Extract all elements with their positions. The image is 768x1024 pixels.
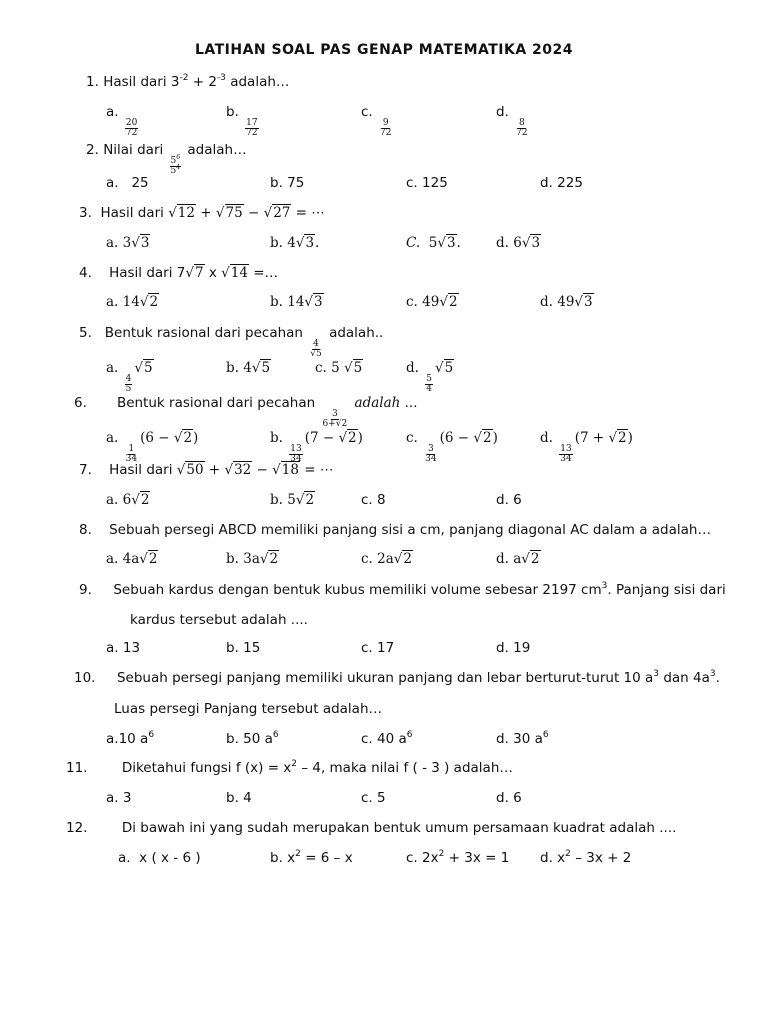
question-8 [79,522,711,538]
option-d: d. $\frac{5}{4}$ √5 [406,360,454,395]
option-b: b. 50 $a^6$ [226,730,279,747]
question-text: Bentuk rasional dari pecahan [104,325,303,341]
question-text: Hasil dari 7 [109,265,186,281]
option-d: d. $x^2 - 3x + 2$ [540,849,632,866]
question-12 [66,820,676,836]
option-d [496,104,531,139]
exponent: 3 [601,581,608,591]
option-d: d. 49√3 [540,294,593,310]
fraction: $\frac{3}{6+√2}$ [322,409,348,430]
option-a: a. 4a√2 [106,551,158,567]
question-text: Di bawah ini yang sudah merupakan bentuk umum persamaan kuadrat adalah .... [121,820,677,836]
option-a: a.10 $a^6$ [106,730,155,747]
question-10: 10. Sebuah persegi panjang memiliki ukuran panjang dan lebar berturut-turut 10 $a^3$ dan $4a^3$. [74,669,720,686]
fraction: $\frac{9}{72}$ [380,118,392,139]
question-3 [79,205,325,221]
question-text: Diketahui fungsi f (x) = x [121,760,292,776]
option-label: c. [361,104,373,120]
option-b: b. 4√3. [270,235,320,251]
question-text: Hasil dari 3 [103,74,180,90]
option-label: b. [226,104,239,120]
question-number: 9. [79,582,92,598]
option-b: b. 4 [226,790,252,806]
option-c: c. 49√2 [406,294,458,310]
option-d: d. a√2 [496,551,540,567]
question-number: 2. [86,142,99,158]
question-text: Hasil dari [100,205,164,221]
option-c: c. 5 [361,790,386,806]
option-b: b. 4√5 [226,360,271,376]
fraction: $\frac{5^6}{5^4}$ [170,154,181,177]
question-number: 5. [79,325,92,341]
question-text: Sebuah persegi ABCD memiliki panjang sisi a cm, panjang diagonal AC dalam a adalah… [109,522,711,538]
question-number: 3. [79,205,92,221]
option-c: c. 17 [361,640,395,656]
option-a [106,104,140,139]
option-a: a. 6√2 [106,492,150,508]
question-number: 1. [86,74,99,90]
question-9 [79,582,726,598]
question-text: Hasil dari [109,462,173,478]
question-number: 8. [79,522,92,538]
question-text: adalah.. [329,325,384,341]
question-6: 6. Bentuk rasional dari pecahan $\frac{3}{6+√2}$ adalah ... [74,395,418,430]
exponent: -3 [216,73,226,83]
question-text: . Panjang sisi dari [607,582,726,598]
option-label: a. [106,104,119,120]
option-c: c. 2a√2 [361,551,412,567]
question-4: 4. Hasil dari 7√7 x √14 =… [79,265,279,281]
question-number: 6. [74,395,87,411]
page-title: LATIHAN SOAL PAS GENAP MATEMATIKA 2024 [194,42,574,58]
option-d: d. 6 [496,790,522,806]
question-7 [79,462,333,478]
option-b: b. $\frac{13}{34}$ (7 − √2) [270,430,363,465]
option-a: a. $\frac{4}{5}$ √5 [106,360,153,395]
question-number: 12. [66,820,88,836]
question-text: adalah [354,395,401,411]
option-c: c. 8 [361,492,386,508]
option-c: c. 125 [406,175,448,191]
option-c [361,104,394,139]
fraction: $\frac{8}{72}$ [516,118,528,139]
option-d: d. 225 [540,175,583,191]
option-c: C. 5√3. [406,235,461,251]
expression: √50 + √32 − √18 = ⋯ [176,462,334,478]
question-11: 11. Diketahui fungsi f $(x) = x^2 - 4$, maka nilai f ( - 3 ) adalah… [66,759,513,776]
question-text: Sebuah kardus dengan bentuk kubus memiliki volume sebesar 2197 cm [113,582,602,598]
option-a: a. 14√2 [106,294,159,310]
question-text: + 2 [188,74,217,90]
fraction: $\frac{17}{72}$ [246,118,258,139]
expression: √12 + √75 − √27 = ⋯ [168,205,325,221]
fraction: $\frac{20}{72}$ [125,118,138,139]
question-text: adalah… [225,74,290,90]
question-1 [86,74,289,90]
option-a: a. 25 [106,175,149,191]
option-d: d. $\frac{13}{34}$ (7 + √2) [540,430,633,465]
exponent: -2 [179,73,189,83]
question-text: Bentuk rasional dari pecahan [116,395,316,411]
option-b: b. 14√3 [270,294,323,310]
question-number: 7. [79,462,92,478]
option-b [226,104,261,139]
option-b: b. 3a√2 [226,551,279,567]
option-a: a. x ( x - 6 ) [118,850,201,866]
option-c: c. $\frac{3}{34}$ (6 − √2) [406,430,498,465]
option-d: d. 30 $a^6$ [496,730,549,747]
option-c: c. $2x^2 + 3x = 1$ [406,849,510,866]
option-d: d. 6√3 [496,235,541,251]
option-a: a. 3√3 [106,235,150,251]
option-label: d. [496,104,509,120]
option-b: b. 75 [270,175,305,191]
option-d: d. 19 [496,640,531,656]
question-number: 11. [66,760,88,776]
option-b: b. $x^2 = 6 - x$ [270,849,353,866]
question-9-continued: kardus tersebut adalah .... [130,612,308,628]
option-b: b. 15 [226,640,261,656]
question-text: adalah… [187,142,247,158]
option-c: c. 5 √5 [315,360,363,376]
question-number: 4. [79,265,92,281]
option-b: b. 5√2 [270,492,315,508]
question-text: Nilai dari [103,142,164,158]
option-a: a. $\frac{1}{34}$ (6 − √2) [106,430,199,465]
question-10-continued: Luas persegi Panjang tersebut adalah… [114,701,383,717]
option-c: c. 40 $a^6$ [361,730,413,747]
option-a: a. 13 [106,640,141,656]
option-d: d. 6 [496,492,522,508]
question-number: 10. [74,670,96,686]
question-2 [86,142,247,177]
fraction: $\frac{4}{√5}$ [310,339,322,360]
option-a: a. 3 [106,790,132,806]
question-text: Sebuah persegi panjang memiliki ukuran panjang dan lebar berturut-turut 10 a [116,670,654,686]
question-5 [79,325,383,360]
